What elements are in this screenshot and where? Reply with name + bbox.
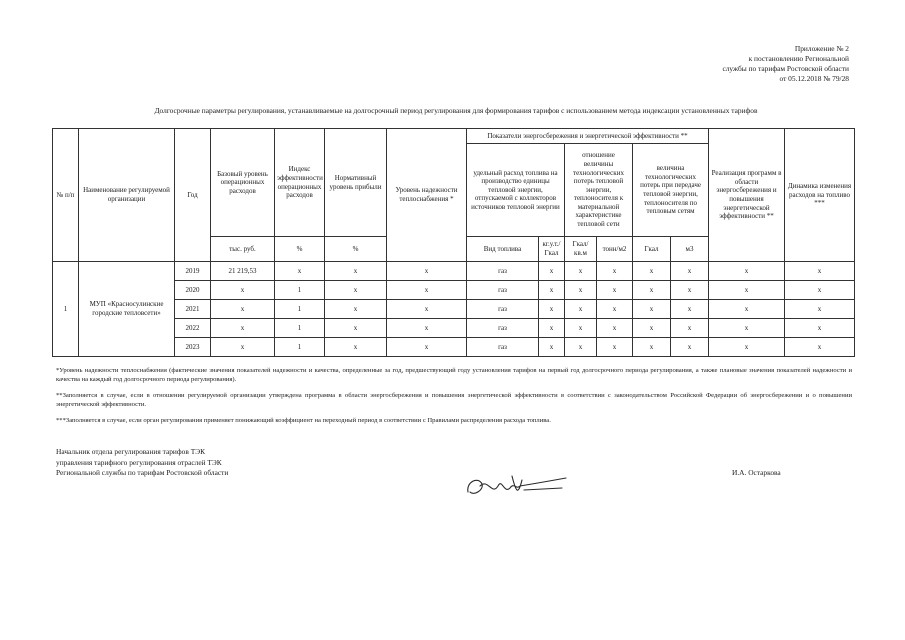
cell-profit: x <box>325 300 387 319</box>
header-row-top <box>53 129 855 144</box>
cell-profit: x <box>325 262 387 281</box>
header-base: Базовый уровень операционных расходов <box>211 129 275 237</box>
unit-index: % <box>275 237 325 262</box>
header-loss-volume: величина технологических потерь при передаче тепловой энергии, теплоносителя по тепловым сетям <box>633 144 709 237</box>
cell-index: 1 <box>275 338 325 357</box>
cell-fuel-type: газ <box>467 262 539 281</box>
appendix-reference: к постановлению Региональной <box>748 54 849 63</box>
cell-loss-ratio-a: x <box>565 300 597 319</box>
unit-fuel-rate: кг.у.т./Гкал <box>539 237 565 262</box>
cell-fuel-type: газ <box>467 281 539 300</box>
cell-loss-ratio-a: x <box>565 262 597 281</box>
cell-reliability: x <box>387 338 467 357</box>
cell-dynamics: x <box>785 300 855 319</box>
cell-index: 1 <box>275 319 325 338</box>
cell-loss-ratio-b: x <box>597 300 633 319</box>
appendix-number: Приложение № 2 <box>794 44 849 53</box>
unit-fuel-type: Вид топлива <box>467 237 539 262</box>
footnote-reliability: *Уровень надежности теплоснабжения (фактические значения показателей надежности и качества, определенные за год, предшествующий году установления тарифов на первый год долгосрочного периода регулирования, а также плановые значения показателей надежности и качества на каждый год долгосрочного периода регулирования). <box>56 367 852 383</box>
cell-loss-volume-a: x <box>633 262 671 281</box>
org-number: 1 <box>53 262 79 357</box>
handwritten-signature <box>462 466 572 506</box>
cell-reliability: x <box>387 300 467 319</box>
cell-index: 1 <box>275 281 325 300</box>
parameters-table <box>52 128 855 357</box>
cell-dynamics: x <box>785 338 855 357</box>
cell-programs: x <box>709 338 785 357</box>
cell-fuel-rate: x <box>539 319 565 338</box>
cell-loss-volume-a: x <box>633 300 671 319</box>
unit-base: тыс. руб. <box>211 237 275 262</box>
cell-profit: x <box>325 338 387 357</box>
cell-year: 2022 <box>175 319 211 338</box>
cell-year: 2021 <box>175 300 211 319</box>
cell-fuel-rate: x <box>539 262 565 281</box>
cell-loss-volume-a: x <box>633 319 671 338</box>
cell-loss-ratio-b: x <box>597 319 633 338</box>
org-name: МУП «Красносулинские городские тепловсети» <box>79 262 175 357</box>
header-energy-group: Показатели энергосбережения и энергетической эффективности ** <box>467 129 709 144</box>
cell-loss-volume-a: x <box>633 338 671 357</box>
cell-fuel-type: газ <box>467 319 539 338</box>
cell-loss-ratio-b: x <box>597 338 633 357</box>
cell-year: 2023 <box>175 338 211 357</box>
cell-index: 1 <box>275 300 325 319</box>
cell-loss-volume-a: x <box>633 281 671 300</box>
cell-profit: x <box>325 319 387 338</box>
signatory-line-3: Региональной службы по тарифам Ростовской области <box>56 468 229 477</box>
cell-reliability: x <box>387 281 467 300</box>
unit-loss-volume-b: м3 <box>671 237 709 262</box>
cell-loss-ratio-b: x <box>597 262 633 281</box>
cell-loss-ratio-b: x <box>597 281 633 300</box>
header-num: № п/п <box>53 129 79 262</box>
cell-reliability: x <box>387 262 467 281</box>
header-programs: Реализация программ в области энергосбережения и повышения энергетической эффективности ** <box>709 129 785 262</box>
cell-base: x <box>211 281 275 300</box>
cell-year: 2019 <box>175 262 211 281</box>
cell-loss-volume-b: x <box>671 281 709 300</box>
cell-programs: x <box>709 300 785 319</box>
cell-reliability: x <box>387 319 467 338</box>
header-org: Наименование регулируемой организации <box>79 129 175 262</box>
cell-year: 2020 <box>175 281 211 300</box>
cell-loss-volume-b: x <box>671 319 709 338</box>
appendix-date: от 05.12.2018 № 79/28 <box>779 74 849 83</box>
cell-loss-ratio-a: x <box>565 281 597 300</box>
table-row <box>53 262 855 281</box>
cell-loss-volume-b: x <box>671 262 709 281</box>
cell-base: 21 219,53 <box>211 262 275 281</box>
signatory-position <box>56 447 228 479</box>
cell-loss-volume-b: x <box>671 300 709 319</box>
unit-loss-ratio-b: тонн/м2 <box>597 237 633 262</box>
footnote-energy-program: **Заполняется в случае, если в отношении регулируемой организации утверждена программа в области энергосбережения и повышения энергетической эффективности в соответствии с законодательством Российской Федерации об энергосбережении и о повышении энергетической эффективности. <box>56 392 852 408</box>
footnote-fuel-dynamics: ***Заполняется в случае, если орган регулирования применяет понижающий коэффициент на переходный период в соответствии с Правилами распределения расхода топлива. <box>56 417 551 424</box>
cell-fuel-rate: x <box>539 281 565 300</box>
cell-base: x <box>211 300 275 319</box>
document-title: Долгосрочные параметры регулирования, устанавливаемые на долгосрочный период регулирования для формирования тарифов с использованием метода индексации установленных тарифов <box>154 106 758 115</box>
unit-profit: % <box>325 237 387 262</box>
appendix-header <box>722 44 849 84</box>
cell-loss-ratio-a: x <box>565 338 597 357</box>
cell-base: x <box>211 338 275 357</box>
cell-dynamics: x <box>785 262 855 281</box>
cell-programs: x <box>709 262 785 281</box>
cell-base: x <box>211 319 275 338</box>
cell-dynamics: x <box>785 281 855 300</box>
header-index: Индекс эффективности операционных расходов <box>275 129 325 237</box>
cell-fuel-rate: x <box>539 338 565 357</box>
signatory-line-1: Начальник отдела регулирования тарифов ТЭК <box>56 447 206 456</box>
header-fuel-rate: удельный расход топлива на производство единицы тепловой энергии, отпускаемой с коллекторов источников тепловой энергии <box>467 144 565 237</box>
cell-loss-ratio-a: x <box>565 319 597 338</box>
footnotes <box>56 366 852 432</box>
cell-profit: x <box>325 281 387 300</box>
cell-programs: x <box>709 281 785 300</box>
cell-fuel-type: газ <box>467 300 539 319</box>
header-loss-ratio: отношение величины технологических потерь тепловой энергии, теплоносителя к материальной характеристике тепловой сети <box>565 144 633 237</box>
unit-loss-volume-a: Гкал <box>633 237 671 262</box>
unit-loss-ratio-a: Гкал/ кв.м <box>565 237 597 262</box>
header-profit: Нормативный уровень прибыли <box>325 129 387 237</box>
cell-fuel-type: газ <box>467 338 539 357</box>
cell-fuel-rate: x <box>539 300 565 319</box>
header-year: Год <box>175 129 211 262</box>
cell-loss-volume-b: x <box>671 338 709 357</box>
header-reliability: Уровень надежности теплоснабжения * <box>387 129 467 262</box>
signatory-line-2: управления тарифного регулирования отраслей ТЭК <box>56 457 222 467</box>
signatory-name: И.А. Остаркова <box>732 468 781 477</box>
header-dynamics: Динамика изменения расходов на топливо *** <box>785 129 855 262</box>
appendix-authority: службы по тарифам Ростовской области <box>722 64 849 73</box>
cell-programs: x <box>709 319 785 338</box>
cell-index: x <box>275 262 325 281</box>
cell-dynamics: x <box>785 319 855 338</box>
